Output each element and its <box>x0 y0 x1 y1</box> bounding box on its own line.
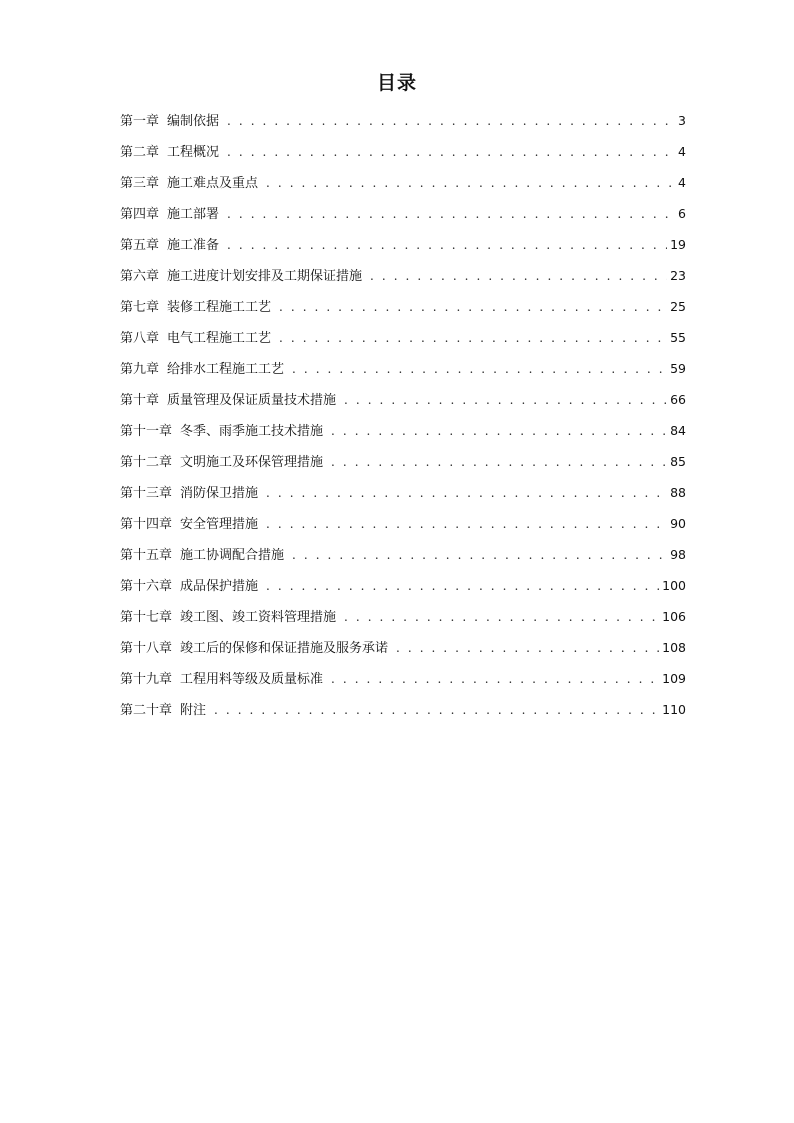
toc-page-number: 109 <box>662 671 686 686</box>
toc-dot-leader <box>331 668 659 690</box>
toc-entry-title: 消防保卫措施 <box>180 486 259 501</box>
toc-entry[interactable] <box>120 544 686 575</box>
toc-page-number: 55 <box>670 330 686 345</box>
toc-chapter-number: 第十章 <box>120 393 160 408</box>
toc-page-number: 25 <box>670 299 686 314</box>
toc-dot-leader <box>396 637 659 659</box>
toc-title: 目录 <box>376 72 417 94</box>
toc-chapter-number: 第一章 <box>120 114 160 129</box>
toc-chapter-number: 第七章 <box>120 300 160 315</box>
toc-page-number: 108 <box>662 640 686 655</box>
toc-entry[interactable] <box>120 296 686 327</box>
toc-page-number: 3 <box>678 113 686 128</box>
toc-page-number: 84 <box>670 423 686 438</box>
toc-chapter-number: 第二十章 <box>120 703 173 718</box>
toc-dot-leader <box>370 265 667 287</box>
toc-page-number: 59 <box>670 361 686 376</box>
toc-entry-title: 竣工图、竣工资料管理措施 <box>180 610 337 625</box>
toc-entry-title: 施工进度计划安排及工期保证措施 <box>167 269 363 284</box>
toc-chapter-number: 第十八章 <box>120 641 173 656</box>
toc-entry[interactable] <box>120 513 686 544</box>
toc-dot-leader <box>279 296 667 318</box>
toc-chapter-number: 第十一章 <box>120 424 173 439</box>
toc-page-number: 110 <box>662 702 686 717</box>
toc-dot-leader <box>266 172 675 194</box>
toc-entry-title: 安全管理措施 <box>180 517 259 532</box>
toc-chapter-number: 第十六章 <box>120 579 173 594</box>
toc-entry[interactable] <box>120 482 686 513</box>
toc-entry[interactable] <box>120 420 686 451</box>
toc-page-number: 85 <box>670 454 686 469</box>
toc-entry-title: 竣工后的保修和保证措施及服务承诺 <box>180 641 389 656</box>
toc-chapter-number: 第十五章 <box>120 548 173 563</box>
toc-entry[interactable] <box>120 668 686 699</box>
toc-chapter-number: 第十九章 <box>120 672 173 687</box>
toc-entry[interactable] <box>120 327 686 358</box>
toc-page-number: 100 <box>662 578 686 593</box>
toc-entry[interactable] <box>120 141 686 172</box>
toc-entry[interactable] <box>120 172 686 203</box>
toc-entry-title: 施工部署 <box>167 207 220 222</box>
toc-page-number: 23 <box>670 268 686 283</box>
toc-dot-leader <box>331 451 667 473</box>
toc-entry[interactable] <box>120 451 686 482</box>
toc-dot-leader <box>292 544 667 566</box>
toc-entry-title: 施工难点及重点 <box>167 176 259 191</box>
toc-entry[interactable] <box>120 606 686 637</box>
toc-dot-leader <box>214 699 659 721</box>
toc-entry[interactable] <box>120 699 686 730</box>
toc-chapter-number: 第六章 <box>120 269 160 284</box>
toc-dot-leader <box>266 513 667 535</box>
toc-entry-title: 附注 <box>180 703 207 718</box>
toc-entry-title: 编制依据 <box>167 114 220 129</box>
toc-entry-title: 装修工程施工工艺 <box>167 300 272 315</box>
toc-chapter-number: 第十七章 <box>120 610 173 625</box>
toc-entry-title: 质量管理及保证质量技术措施 <box>167 393 337 408</box>
toc-page-number: 4 <box>678 144 686 159</box>
toc-entry-title: 冬季、雨季施工技术措施 <box>180 424 324 439</box>
toc-entry[interactable] <box>120 234 686 265</box>
toc-entry-title: 施工协调配合措施 <box>180 548 285 563</box>
toc-dot-leader <box>227 110 675 132</box>
toc-entry-title: 工程概况 <box>167 145 220 160</box>
toc-chapter-number: 第十四章 <box>120 517 173 532</box>
toc-dot-leader <box>279 327 667 349</box>
toc-chapter-number: 第九章 <box>120 362 160 377</box>
toc-dot-leader <box>344 389 667 411</box>
toc-dot-leader <box>227 234 667 256</box>
toc-chapter-number: 第八章 <box>120 331 160 346</box>
toc-entry-title: 成品保护措施 <box>180 579 259 594</box>
toc-list <box>120 110 686 730</box>
toc-entry-title: 工程用料等级及质量标准 <box>180 672 324 687</box>
toc-entry[interactable] <box>120 389 686 420</box>
toc-dot-leader <box>331 420 667 442</box>
toc-page-number: 4 <box>678 175 686 190</box>
toc-entry-title: 电气工程施工工艺 <box>167 331 272 346</box>
toc-dot-leader <box>227 141 675 163</box>
toc-page-number: 19 <box>670 237 686 252</box>
toc-chapter-number: 第十二章 <box>120 455 173 470</box>
toc-chapter-number: 第二章 <box>120 145 160 160</box>
toc-page-number: 88 <box>670 485 686 500</box>
toc-entry[interactable] <box>120 265 686 296</box>
toc-page-number: 6 <box>678 206 686 221</box>
toc-entry[interactable] <box>120 637 686 668</box>
toc-page-number: 90 <box>670 516 686 531</box>
toc-entry[interactable] <box>120 203 686 234</box>
toc-chapter-number: 第五章 <box>120 238 160 253</box>
toc-entry[interactable] <box>120 358 686 389</box>
toc-entry[interactable] <box>120 575 686 606</box>
toc-chapter-number: 第四章 <box>120 207 160 222</box>
toc-chapter-number: 第三章 <box>120 176 160 191</box>
toc-page-number: 106 <box>662 609 686 624</box>
toc-entry-title: 施工准备 <box>167 238 220 253</box>
toc-dot-leader <box>344 606 659 628</box>
toc-page-number: 66 <box>670 392 686 407</box>
toc-dot-leader <box>227 203 675 225</box>
toc-dot-leader <box>292 358 667 380</box>
toc-dot-leader <box>266 482 667 504</box>
toc-entry-title: 给排水工程施工工艺 <box>167 362 285 377</box>
toc-entry[interactable] <box>120 110 686 141</box>
toc-chapter-number: 第十三章 <box>120 486 173 501</box>
toc-entry-title: 文明施工及环保管理措施 <box>180 455 324 470</box>
toc-page-number: 98 <box>670 547 686 562</box>
toc-dot-leader <box>266 575 659 597</box>
